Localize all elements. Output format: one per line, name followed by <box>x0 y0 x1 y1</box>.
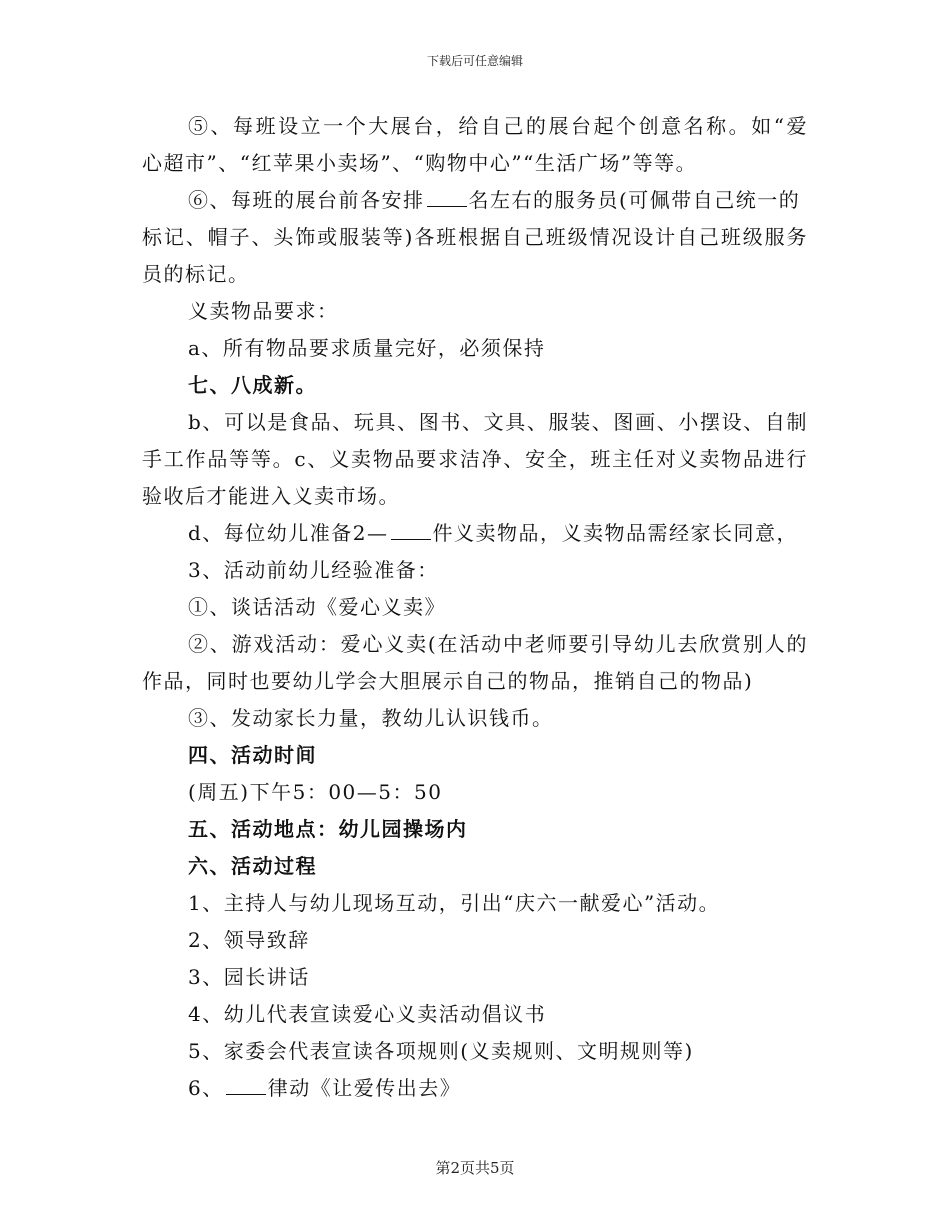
fill-in-blank <box>226 1076 266 1095</box>
paragraph-line: 验收后才能进入义卖市场。 <box>142 484 400 508</box>
section-heading: 七、八成新。 <box>188 373 317 397</box>
fill-in-blank <box>391 521 431 540</box>
text-segment: ⑥、每班的展台前各安排 <box>188 188 425 212</box>
section-heading: 四、活动时间 <box>188 743 317 767</box>
list-item <box>142 1070 808 1107</box>
list-item: 5、家委会代表宣读各项规则(义卖规则、文明规则等) <box>188 1039 694 1063</box>
text-segment: d、每位幼儿准备2— <box>188 521 389 545</box>
paragraph-line: 3、活动前幼儿经验准备： <box>188 558 439 582</box>
paragraph-line: a、所有物品要求质量完好，必须保持 <box>188 336 546 360</box>
section-heading: 五、活动地点：幼儿园操场内 <box>188 817 468 841</box>
fill-in-blank <box>427 188 467 207</box>
paragraph-line: ①、谈话活动《爱心义卖》 <box>188 595 446 619</box>
paragraph-line: 作品，同时也要幼儿学会大胆展示自己的物品，推销自己的物品) <box>142 669 754 693</box>
text-segment: 件义卖物品，义卖物品需经家长同意， <box>432 521 799 545</box>
paragraph-line: ②、游戏活动：爱心义卖(在活动中老师要引导幼儿去欣赏别人的 <box>188 632 808 656</box>
paragraph-line: ③、发动家长力量，教幼儿认识钱币。 <box>188 706 554 730</box>
list-item: 2、领导致辞 <box>188 928 310 952</box>
list-item: 3、园长讲话 <box>188 965 310 989</box>
paragraph-line: 义卖物品要求： <box>188 299 339 323</box>
paragraph-line <box>142 515 808 552</box>
page-number: 第2页共5页 <box>435 1159 515 1177</box>
list-item: 4、幼儿代表宣读爱心义卖活动倡议书 <box>188 1002 547 1026</box>
paragraph-line: b、可以是食品、玩具、图书、文具、服装、图画、小摆设、自制 <box>188 410 808 434</box>
document-body <box>142 108 808 1107</box>
paragraph-line: 手工作品等等。c、义卖物品要求洁净、安全，班主任对义卖物品进行 <box>142 447 808 471</box>
paragraph-line: (周五)下午5：00—5：50 <box>188 780 443 804</box>
text-segment: 律动《让爱传出去》 <box>267 1076 462 1100</box>
section-heading: 六、活动过程 <box>188 854 317 878</box>
paragraph-line <box>142 182 808 219</box>
paragraph-line: ⑤、每班设立一个大展台，给自己的展台起个创意名称。如“爱 <box>188 114 808 138</box>
paragraph-line: 标记、帽子、头饰或服装等)各班根据自己班级情况设计自己班级服务 <box>142 225 808 249</box>
list-item: 1、主持人与幼儿现场互动，引出“庆六一献爱心”活动。 <box>188 891 721 915</box>
paragraph-line: 心超市”、“红苹果小卖场”、“购物中心”“生活广场”等等。 <box>142 151 698 175</box>
paragraph-line: 员的标记。 <box>142 262 250 286</box>
text-segment: 6、 <box>188 1076 224 1100</box>
page-header: 下载后可任意编辑 <box>426 54 523 68</box>
text-segment: 名左右的服务员(可佩带自己统一的 <box>468 188 801 212</box>
